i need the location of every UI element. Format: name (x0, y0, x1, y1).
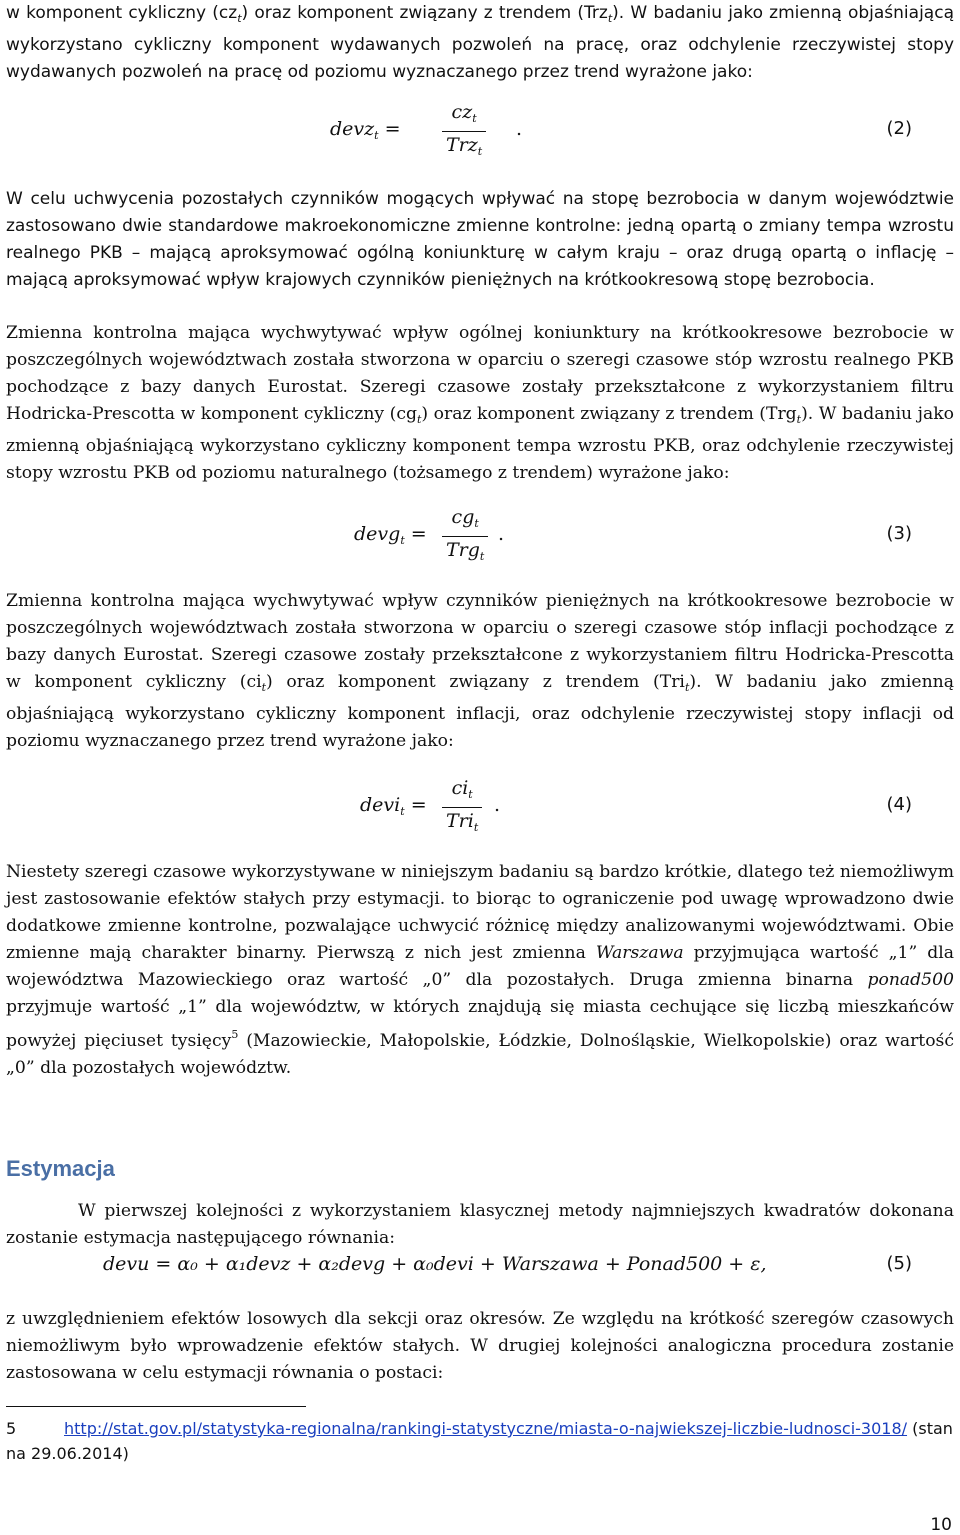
lhs-text: devg (354, 523, 401, 545)
text-run: Niestety szeregi czasowe wykorzystywane w niniejszym badaniu są bardzo krótkie, dlatego też niemożliwym jest zastosowanie efektów stałych przy estymacji. to biorąc to ograniczenie pod uwagę wprowadzono dwie dodatkowe zmienne kontrolne, pozwalające uchwycić różnicę między analizowanymi województwami. Obie zmienne mają charakter binarny. Pierwszą z nich jest zmienna (6, 862, 954, 963)
equation-fraction (442, 776, 482, 841)
equation-number: (2) (886, 118, 912, 139)
equation-number: (3) (886, 523, 912, 544)
paragraph-inflation (6, 588, 954, 755)
subscript: t (796, 413, 802, 426)
denominator-text: Trg (446, 539, 480, 562)
equals-sign: = (410, 794, 427, 816)
equation-fraction (442, 505, 488, 570)
paragraph-estimation-intro: W pierwszej kolejności z wykorzystaniem klasycznej metody najmniejszych kwadratów dokonana zostanie estymacja następującego równania: (6, 1201, 954, 1248)
footnote-number: 5 (6, 1419, 17, 1438)
subscript: t (472, 112, 477, 125)
footnote-link[interactable]: http://stat.gov.pl/statystyka-regionalna/rankingi-statystyczne/miasta-o-najwiekszej-liczbie-ludnosci-3018/ (64, 1419, 908, 1438)
text-run: (Mazowieckie, Małopolskie, Łódzkie, Dolnośląskie, Wielkopolskie) oraz wartość „0” dla pozostałych województw. (6, 1031, 954, 1078)
paragraph-dummies (6, 859, 954, 1082)
equation-fraction (442, 100, 486, 165)
text-run: ). W badaniu jako zmienną objaśniającą wykorzystano cykliczny komponent tempa wzrostu PKB, oraz odchylenie rzeczywistej stopy wzrostu PKB od poziomu naturalnego (tożsamego z trendem) wyrażone jako: (6, 404, 955, 483)
text-run: Zmienna kontrolna mająca wychwytywać wpływ ogólnej koniunktury na krótkookresowe bezrobocie w poszczególnych województwach została stworzona w oparciu o szeregi czasowe stóp wzrostu realnego PKB pochodzące z bazy danych Eurostat. Szeregi czasowe zostały przekształcone z wykorzystaniem filtru Hodricka-Prescotta w komponent cykliczny (cg (6, 323, 954, 424)
denominator-text: Tri (446, 810, 474, 833)
equation-3 (0, 505, 960, 565)
text-run: ) oraz komponent związany z trendem (Tri (265, 672, 685, 692)
equation-5 (0, 1253, 960, 1283)
equation-number: (4) (886, 794, 912, 815)
footnote (6, 1416, 954, 1466)
subscript: t (468, 788, 473, 801)
equation-period: . (516, 118, 523, 140)
text-run: ). W badaniu jako zmienną objaśniającą wykorzystano cykliczny komponent wydawanych pozwoleń na pracę, oraz odchylenie rzeczywistej stopy wydawanych pozwoleń na pracę od poziomu wyznaczanego przez trend wyrażone jako: (6, 3, 954, 82)
variable-ponad500: ponad500 (867, 970, 954, 990)
subscript: t (473, 821, 479, 835)
subscript: t (477, 145, 483, 159)
lhs-text: devz (330, 118, 375, 140)
paragraph-permits (6, 0, 954, 86)
numerator (448, 505, 483, 536)
paragraph-gdp (6, 320, 954, 487)
equation-period: . (498, 523, 505, 545)
subscript: t (479, 550, 485, 564)
equation-lhs (360, 794, 427, 818)
subscript: t (607, 12, 613, 25)
equation-number: (5) (886, 1253, 912, 1274)
denominator (442, 132, 486, 165)
equation-lhs (354, 523, 427, 547)
subscript: t (684, 681, 690, 694)
subscript: t (416, 413, 422, 426)
page-number: 10 (930, 1515, 952, 1535)
equation-lhs (330, 118, 401, 142)
text-run: ). W badaniu jako zmienną objaśniającą wykorzystano cykliczny komponent inflacji, oraz odchylenie rzeczywistej stopy inflacji od poziomu wyznaczanego przez trend wyrażone jako: (6, 672, 954, 751)
subscript: t (237, 12, 242, 25)
equals-sign: = (384, 118, 401, 140)
paragraph-estimation-followup: z uwzględnieniem efektów losowych dla sekcji oraz okresów. Ze względu na krótkość szeregów czasowych niemożliwym było wprowadzenie efektów stałych. W drugiej kolejności analogiczna procedura zostanie zastosowana w celu estymacji równania o postaci: (6, 1309, 954, 1383)
variable-warszawa: Warszawa (595, 943, 684, 963)
text-run: przyjmuje wartość „1” dla województw, w których znajdują się miasta cechujące się liczbą mieszkańców powyżej pięciuset tysięcy (6, 997, 954, 1051)
subscript: t (474, 517, 479, 530)
equation-2 (0, 100, 960, 160)
numerator-text: cg (451, 506, 475, 528)
equation-period: . (494, 794, 501, 816)
subscript: t (261, 681, 266, 694)
subscript: t (400, 534, 405, 547)
subscript: t (374, 129, 379, 142)
numerator-text: ci (451, 777, 469, 799)
footnote-reference[interactable]: 5 (231, 1028, 239, 1041)
numerator (448, 776, 477, 807)
section-heading: Estymacja (6, 1156, 115, 1181)
text-run: Zmienna kontrolna mająca wychwytywać wpływ czynników pieniężnych na krótkookresowe bezrobocie w poszczególnych województwach została stworzona w oparciu o szeregi czasowe stóp inflacji pochodzące z bazy danych Eurostat. Szeregi czasowe zostały przekształcone z wykorzystaniem filtru Hodricka-Prescotta w komponent cykliczny (ci (6, 591, 954, 692)
equals-sign: = (410, 523, 427, 545)
text-run: ) oraz komponent związany z trendem (Trz (241, 3, 608, 23)
numerator (448, 100, 481, 131)
equation-4 (0, 776, 960, 836)
footnote-separator (6, 1406, 306, 1407)
equation-body: devu = α₀ + α₁devz + α₂devg + α₀devi + Warszawa + Ponad500 + ε, (103, 1253, 767, 1275)
text-run: w komponent cykliczny (cz (6, 3, 238, 23)
paragraph-control-intro: W celu uchwycenia pozostałych czynników mogących wpływać na stopę bezrobocia w danym województwie zastosowano dwie standardowe makroekonomiczne zmienne kontrolne: jedną opartą o zmiany tempa wzrostu realnego PKB – mającą aproksymować ogólną koniunkturę w całym kraju – oraz drugą opartą o inflację – mającą aproksymować wpływ krajowych czynników pieniężnych na krótkookresową stopę bezrobocia. (6, 189, 954, 290)
subscript: t (400, 805, 405, 818)
denominator (442, 537, 488, 570)
footnote-date-note: (stan na 29.06.2014) (6, 1419, 953, 1463)
denominator (442, 808, 482, 841)
text-run: ) oraz komponent związany z trendem (Trg (421, 404, 797, 424)
lhs-text: devi (360, 794, 401, 816)
text-run: przyjmująca wartość „1” dla województwa Mazowieckiego oraz wartość „0” dla pozostałych. Druga zmienna binarna (6, 943, 955, 990)
numerator-text: cz (451, 101, 473, 123)
denominator-text: Trz (446, 134, 478, 157)
